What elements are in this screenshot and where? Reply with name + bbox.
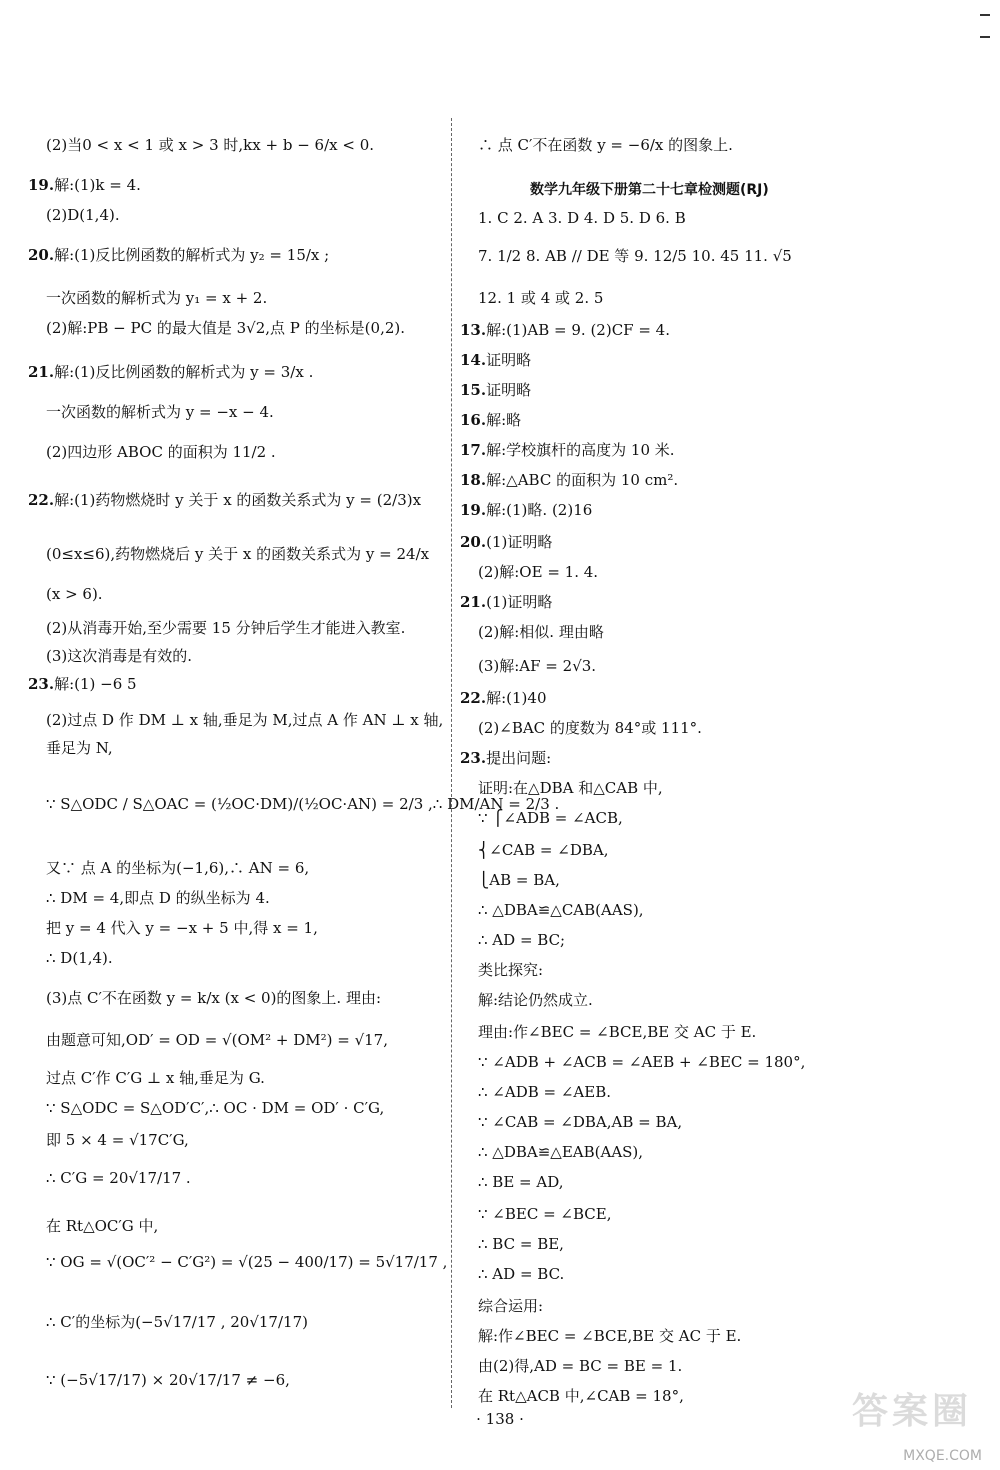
- answer-line: [460, 380, 531, 400]
- answer-line: [46, 1312, 308, 1332]
- question-number: 21.: [28, 363, 55, 381]
- answer-text: (2)四边形 ABOC 的面积为 11/2 .: [46, 443, 276, 461]
- answer-text: ∴ △DBA≌△CAB(AAS),: [478, 901, 644, 919]
- answer-line: [478, 1052, 805, 1072]
- answer-text: ∵ ∠BEC = ∠BCE,: [478, 1205, 612, 1223]
- answer-text: ∵ OG = √(OC′² − C′G²) = √(25 − 400/17) = 5√17/17 ,: [46, 1253, 448, 1271]
- corner-mark: [980, 14, 990, 16]
- answer-line: [46, 988, 381, 1008]
- question-number: 17.: [460, 441, 487, 459]
- answer-text: 解:(1)k = 4.: [54, 176, 141, 194]
- answer-text: 在 Rt△OC′G 中,: [46, 1217, 159, 1235]
- answer-line: [478, 1356, 682, 1376]
- answer-line: [460, 350, 531, 370]
- answer-text: (2)D(1,4).: [46, 206, 120, 224]
- answer-line: [478, 656, 596, 676]
- question-number: 18.: [460, 471, 487, 489]
- answer-line: [478, 718, 702, 738]
- answer-text: 解:(1)药物燃烧时 y 关于 x 的函数关系式为 y = (2/3)x: [54, 491, 422, 509]
- answer-line: [46, 1252, 447, 1272]
- answer-line: [460, 440, 675, 460]
- watermark-logo: 答案圈: [851, 1391, 972, 1432]
- answer-text: ∴ BE = AD,: [478, 1173, 564, 1191]
- answer-text: 解:(1)反比例函数的解析式为 y₂ = 15/x ;: [54, 246, 330, 264]
- answer-text: (3)解:AF = 2√3.: [478, 657, 597, 675]
- question-number: 22.: [28, 491, 55, 509]
- column-divider: [451, 118, 452, 1408]
- answer-line: [28, 674, 137, 694]
- answer-text: (2)∠BAC 的度数为 84°或 111°.: [478, 719, 702, 737]
- answer-line: [46, 1216, 158, 1236]
- answer-text: 解:学校旗杆的高度为 10 米.: [486, 441, 675, 459]
- answer-text: 证明:在△DBA 和△CAB 中,: [478, 779, 663, 797]
- answer-text: ∴ C′的坐标为(−5√17/17 , 20√17/17): [46, 1313, 308, 1331]
- answer-line: [46, 1168, 191, 1188]
- answer-text: 又∵ 点 A 的坐标为(−1,6),∴ AN = 6,: [46, 859, 310, 877]
- question-number: 15.: [460, 381, 487, 399]
- answer-line: [478, 1386, 684, 1406]
- answer-line: [478, 930, 565, 950]
- answer-line: [478, 870, 560, 890]
- question-number: 20.: [460, 533, 487, 551]
- answer-text: ⎨∠CAB = ∠DBA,: [478, 841, 609, 859]
- answer-text: 提出问题:: [486, 749, 552, 767]
- answer-line: [28, 245, 329, 265]
- answer-line: [478, 562, 598, 582]
- answer-line: [28, 362, 313, 382]
- answer-line: [460, 748, 551, 768]
- answer-line: [478, 778, 663, 798]
- answer-text: 由题意可知,OD′ = OD = √(OM² + DM²) = √17,: [46, 1031, 388, 1049]
- answer-text: 解:结论仍然成立.: [478, 991, 593, 1009]
- answer-text: 一次函数的解析式为 y₁ = x + 2.: [46, 289, 268, 307]
- answer-text: 解:(1)略. (2)16: [486, 501, 593, 519]
- answer-line: [46, 618, 405, 638]
- question-number: 19.: [28, 176, 55, 194]
- answer-line: [478, 840, 608, 860]
- question-number: 13.: [460, 321, 487, 339]
- answer-line: [460, 688, 547, 708]
- answer-text: ∴ ∠ADB = ∠AEB.: [478, 1083, 612, 1101]
- answer-text: 解:(1)反比例函数的解析式为 y = 3/x .: [54, 363, 314, 381]
- answer-line: [478, 1112, 682, 1132]
- answer-text: (1)证明略: [486, 593, 553, 611]
- answer-line: [46, 288, 267, 308]
- watermark-text: MXQE.COM: [903, 1448, 982, 1464]
- answer-text: (2)从消毒开始,至少需要 15 分钟后学生才能进入教室.: [46, 619, 406, 637]
- answer-line: [478, 135, 733, 155]
- answer-line: [478, 1264, 564, 1284]
- question-number: 23.: [28, 675, 55, 693]
- answer-text: ⎩AB = BA,: [478, 871, 560, 889]
- answer-line: [460, 470, 678, 490]
- answer-text: ∵ ∠ADB + ∠ACB = ∠AEB + ∠BEC = 180°,: [478, 1053, 806, 1071]
- question-number: 22.: [460, 689, 487, 707]
- answer-line: [478, 900, 644, 920]
- answer-line: [460, 500, 592, 520]
- corner-mark: [980, 36, 990, 38]
- answer-line: [478, 1326, 741, 1346]
- answer-line: [460, 320, 670, 340]
- answer-line: [478, 990, 593, 1010]
- answer-text: 一次函数的解析式为 y = −x − 4.: [46, 403, 274, 421]
- answer-text: ∴ DM = 4,即点 D 的纵坐标为 4.: [46, 889, 270, 907]
- answer-text: 12. 1 或 4 或 2. 5: [478, 289, 604, 307]
- answer-line: [460, 410, 521, 430]
- answer-text: 解:略: [486, 411, 522, 429]
- question-number: 20.: [28, 246, 55, 264]
- answer-text: 解:(1)AB = 9. (2)CF = 4.: [486, 321, 670, 339]
- answer-text: 理由:作∠BEC = ∠BCE,BE 交 AC 于 E.: [478, 1023, 757, 1041]
- answer-line: [28, 490, 421, 510]
- answer-text: 综合运用:: [478, 1297, 544, 1315]
- answer-text: 1. C 2. A 3. D 4. D 5. D 6. B: [478, 209, 686, 227]
- answer-line: [46, 1098, 384, 1118]
- answer-line: [46, 710, 443, 730]
- answer-line: [478, 288, 603, 308]
- answer-text: (2)当0 < x < 1 或 x > 3 时,kx + b − 6/x < 0.: [46, 136, 375, 154]
- answer-text: ∴ △DBA≌△EAB(AAS),: [478, 1143, 644, 1161]
- answer-text: ∵ S△ODC / S△OAC = (½OC·DM)/(½OC·AN) = 2/3 ,∴ DM/AN = 2/3 .: [46, 795, 560, 813]
- answer-text: ∴ BC = BE,: [478, 1235, 564, 1253]
- answer-text: 类比探究:: [478, 961, 544, 979]
- answer-line: [46, 738, 113, 758]
- answer-line: [478, 1082, 611, 1102]
- answer-text: (2)解:PB − PC 的最大值是 3√2,点 P 的坐标是(0,2).: [46, 319, 405, 337]
- answer-line: [46, 858, 309, 878]
- page-number: · 138 ·: [476, 1410, 524, 1428]
- answer-text: 解:(1)40: [486, 689, 547, 707]
- answer-text: ∴ D(1,4).: [46, 949, 113, 967]
- answer-line: [28, 175, 141, 195]
- answer-text: 解:(1) −6 5: [54, 675, 137, 693]
- answer-line: [46, 442, 276, 462]
- answer-text: 数学九年级下册第二十七章检测题(RJ): [530, 182, 769, 198]
- answer-line: [46, 1370, 290, 1390]
- question-number: 21.: [460, 593, 487, 611]
- answer-line: [46, 918, 318, 938]
- question-number: 19.: [460, 501, 487, 519]
- answer-text: (1)证明略: [486, 533, 553, 551]
- answer-line: [478, 1172, 563, 1192]
- answer-line: [478, 208, 686, 228]
- answer-text: ∵ (−5√17/17) × 20√17/17 ≠ −6,: [46, 1371, 290, 1389]
- answer-text: ∴ AD = BC.: [478, 1265, 565, 1283]
- answer-text: ∵ S△ODC = S△OD′C′,∴ OC · DM = OD′ · C′G,: [46, 1099, 385, 1117]
- answer-text: 过点 C′作 C′G ⊥ x 轴,垂足为 G.: [46, 1069, 265, 1087]
- answer-line: [46, 948, 113, 968]
- answer-line: [478, 1142, 643, 1162]
- answer-line: [46, 584, 103, 604]
- answer-line: [46, 1068, 265, 1088]
- answer-line: [46, 544, 429, 564]
- answer-text: (3)点 C′不在函数 y = k/x (x < 0)的图象上. 理由:: [46, 989, 382, 1007]
- answer-line: [46, 888, 270, 908]
- answer-line: [478, 1234, 564, 1254]
- answer-text: ∴ C′G = 20√17/17 .: [46, 1169, 191, 1187]
- answer-text: (0≤x≤6),药物燃烧后 y 关于 x 的函数关系式为 y = 24/x: [46, 545, 430, 563]
- answer-line: [46, 1130, 189, 1150]
- answer-text: 证明略: [486, 351, 532, 369]
- answer-line: [478, 1022, 756, 1042]
- answer-line: [46, 135, 374, 155]
- answer-line: [46, 646, 192, 666]
- answer-text: ∴ AD = BC;: [478, 931, 566, 949]
- answer-line: [478, 808, 623, 828]
- answer-text: (x > 6).: [46, 585, 103, 603]
- answer-line: [478, 1296, 543, 1316]
- answer-text: (2)过点 D 作 DM ⊥ x 轴,垂足为 M,过点 A 作 AN ⊥ x 轴,: [46, 711, 444, 729]
- answer-line: [46, 402, 274, 422]
- answer-text: 把 y = 4 代入 y = −x + 5 中,得 x = 1,: [46, 919, 318, 937]
- question-number: 23.: [460, 749, 487, 767]
- question-number: 16.: [460, 411, 487, 429]
- answer-text: 在 Rt△ACB 中,∠CAB = 18°,: [478, 1387, 684, 1405]
- answer-text: (3)这次消毒是有效的.: [46, 647, 193, 665]
- answer-line: [478, 1204, 612, 1224]
- answer-line: [478, 960, 543, 980]
- answer-text: (2)解:相似. 理由略: [478, 623, 604, 641]
- answer-line: [460, 532, 552, 552]
- answer-line: [46, 205, 120, 225]
- answer-text: 由(2)得,AD = BC = BE = 1.: [478, 1357, 683, 1375]
- answer-text: 证明略: [486, 381, 532, 399]
- answer-text: ∴ 点 C′不在函数 y = −6/x 的图象上.: [478, 136, 733, 154]
- answer-text: 7. 1/2 8. AB // DE 等 9. 12/5 10. 45 11. √5: [478, 247, 792, 265]
- answer-line: [46, 1030, 388, 1050]
- question-number: 14.: [460, 351, 487, 369]
- answer-text: ∵ ⎧∠ADB = ∠ACB,: [478, 809, 623, 827]
- answer-text: (2)解:OE = 1. 4.: [478, 563, 599, 581]
- section-title: [530, 180, 769, 200]
- answer-line: [478, 246, 792, 266]
- answer-text: ∵ ∠CAB = ∠DBA,AB = BA,: [478, 1113, 683, 1131]
- answer-text: 解:作∠BEC = ∠BCE,BE 交 AC 于 E.: [478, 1327, 742, 1345]
- answer-line: [478, 622, 604, 642]
- answer-text: 垂足为 N,: [46, 739, 113, 757]
- answer-line: [460, 592, 552, 612]
- answer-line: [46, 318, 405, 338]
- answer-text: 解:△ABC 的面积为 10 cm².: [486, 471, 679, 489]
- answer-text: 即 5 × 4 = √17C′G,: [46, 1131, 189, 1149]
